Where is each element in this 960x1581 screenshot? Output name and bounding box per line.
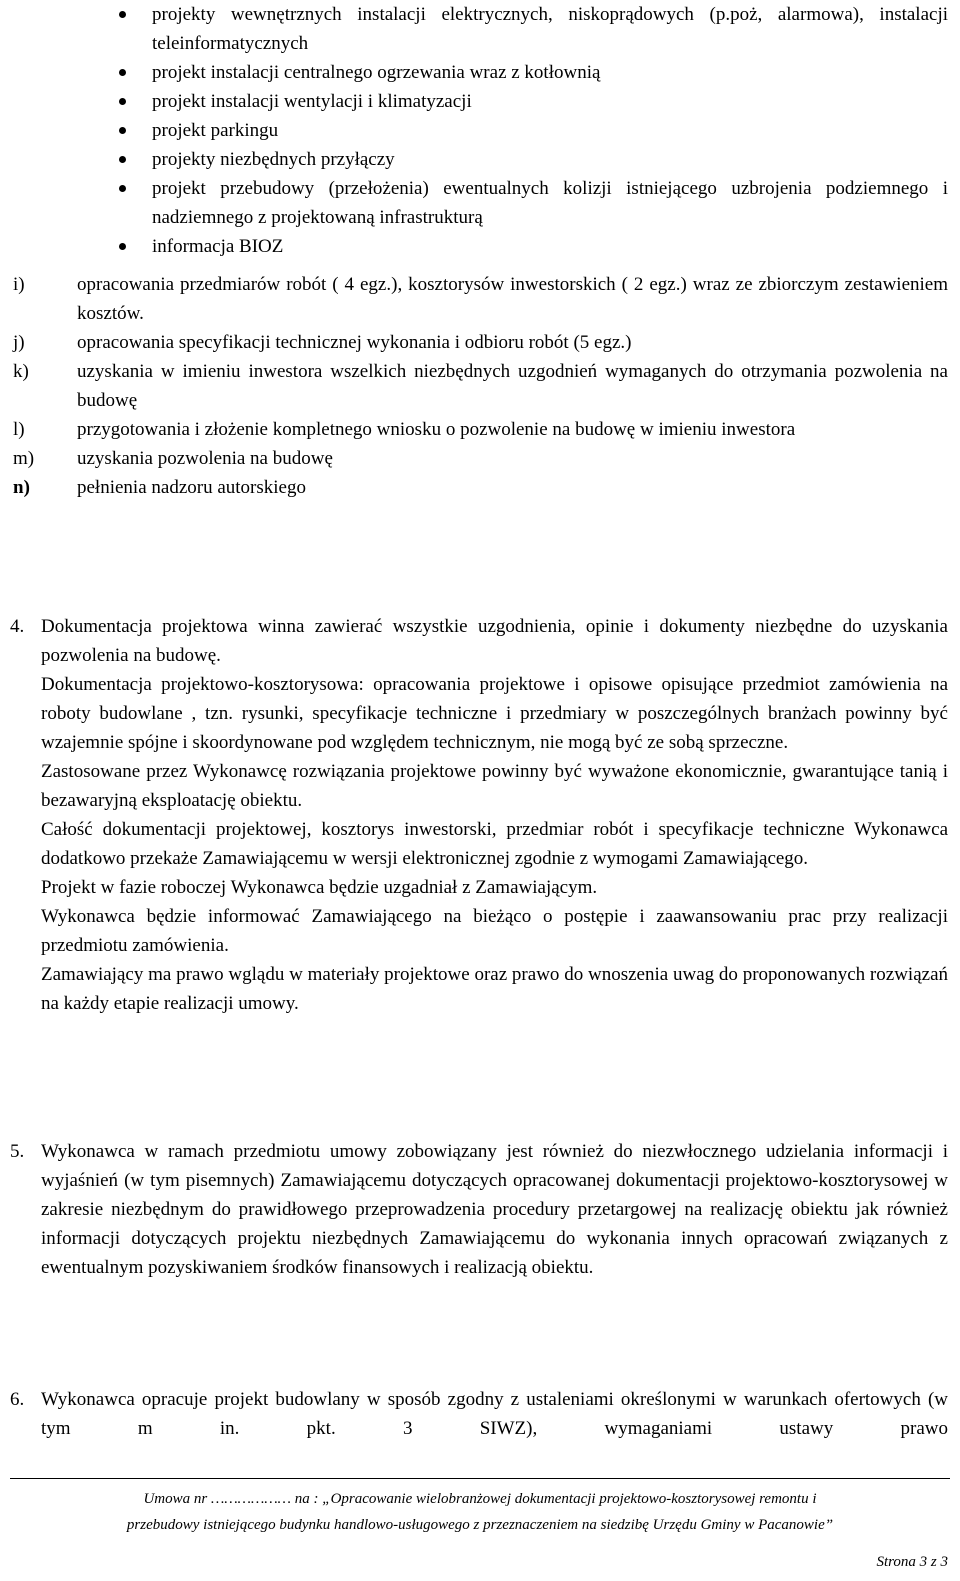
bullet-item: projekty wewnętrznych instalacji elektrycznych, niskoprądowych (p.poż, alarmowa), instalacji teleinformatycznych — [152, 0, 948, 58]
item-text: opracowania przedmiarów robót ( 4 egz.), kosztorysów inwestorskich ( 2 egz.) wraz ze zbiorczym zestawieniem kosztów. — [77, 274, 948, 324]
page-number: Strona 3 z 3 — [876, 1554, 948, 1570]
lettered-item — [13, 328, 948, 357]
lettered-item — [13, 444, 948, 473]
item-text: przygotowania i złożenie kompletnego wniosku o pozwolenie na budowę w imieniu inwestora — [77, 419, 796, 440]
paragraph: Wykonawca będzie informować Zamawiającego na bieżąco o postępie i zaawansowaniu prac przy realizacji przedmiotu zamówienia. — [41, 906, 948, 956]
item-label: i) — [13, 274, 25, 295]
bullet-item: informacja BIOZ — [152, 232, 948, 261]
bullet-item: projekt instalacji centralnego ogrzewania wraz z kotłownią — [152, 58, 948, 87]
paragraph: Dokumentacja projektowo-kosztorysowa: opracowania projektowe i opisowe opisujące przedmiot zamówienia na roboty budowlane , tzn. rysunki, specyfikacje techniczne i przedmiary w poszczególnych branżach powinny być wzajemnie spójne i skoordynowane pod względem technicznym, nie mogą być ze sobą sprzeczne. — [41, 674, 948, 753]
item-text: uzyskania w imieniu inwestora wszelkich niezbędnych uzgodnień wymaganych do otrzymania pozwolenia na budowę — [77, 361, 948, 411]
item-text: uzyskania pozwolenia na budowę — [77, 448, 333, 469]
paragraph: Projekt w fazie roboczej Wykonawca będzie uzgadniał z Zamawiającym. — [41, 877, 598, 898]
item-label: n) — [13, 477, 30, 498]
paragraph: Zastosowane przez Wykonawcę rozwiązania projektowe powinny być wyważone ekonomicznie, gwarantujące tanią i bezawaryjną eksploatację obiektu. — [41, 761, 948, 811]
item-text: pełnienia nadzoru autorskiego — [77, 477, 306, 498]
paragraph: Zamawiający ma prawo wglądu w materiały projektowe oraz prawo do wnoszenia uwag do proponowanych rozwiązań na każdy etapie realizacji umowy. — [41, 964, 948, 1014]
item-text: opracowania specyfikacji technicznej wykonania i odbioru robót (5 egz.) — [77, 332, 632, 353]
paragraph: Wykonawca w ramach przedmiotu umowy zobowiązany jest również do niezwłocznego udzielania informacji i wyjaśnień (w tym pisemnych) Zamawiającemu dotyczących opracowanej dokumentacji projektowo-kosztorysowej w zakresie niezbędnym do prawidłowego przeprowadzenia procedury przetargowej na realizację obiektu jak również informacji dotyczących projektu niezbędnych Zamawiającemu do wykonania innych opracowań związanych z ewentualnym pozyskiwaniem środków finansowych i realizacją obiektu. — [41, 1141, 948, 1278]
section-number: 6. — [10, 1389, 25, 1410]
item-label: l) — [13, 419, 25, 440]
lettered-item — [13, 473, 948, 502]
lettered-item — [13, 357, 948, 415]
footer-line: Umowa nr ……………… na : „Opracowanie wielobranżowej dokumentacji projektowo-kosztorysowej remontu i — [143, 1491, 817, 1507]
bullet-item: projekt parkingu — [152, 116, 948, 145]
item-label: k) — [13, 361, 29, 382]
section-6 — [0, 1385, 960, 1443]
section-number: 4. — [10, 616, 25, 637]
section-number: 5. — [10, 1141, 25, 1162]
paragraph: Całość dokumentacji projektowej, kosztorys inwestorski, przedmiar robót i specyfikacje techniczne Wykonawca dodatkowo przekaże Zamawiającemu w wersji elektronicznej zgodnie z wymogami Zamawiającego. — [41, 819, 948, 869]
bullet-item: projekty niezbędnych przyłączy — [152, 145, 948, 174]
lettered-item — [13, 415, 948, 444]
bullet-list — [0, 0, 960, 261]
paragraph: Dokumentacja projektowa winna zawierać wszystkie uzgodnienia, opinie i dokumenty niezbędne do uzyskania pozwolenia na budowę. — [41, 616, 948, 666]
footer-line: przebudowy istniejącego budynku handlowo-usługowego z przeznaczeniem na siedzibę Urzędu Gminy w Pacanowie” — [126, 1517, 834, 1533]
section-body — [41, 612, 948, 1018]
lettered-item — [13, 270, 948, 328]
section-5 — [0, 1137, 960, 1282]
item-label: m) — [13, 448, 35, 469]
section-body — [41, 1137, 948, 1282]
paragraph: Wykonawca opracuje projekt budowlany w sposób zgodny z ustaleniami określonymi w warunkach ofertowych (w tym m in. pkt. 3 SIWZ), wymaganiami ustawy prawo — [41, 1389, 948, 1439]
bullet-item: projekt przebudowy (przełożenia) ewentualnych kolizji istniejącego uzbrojenia podziemnego i nadziemnego z projektowaną infrastrukturą — [152, 174, 948, 232]
lettered-list — [0, 270, 960, 502]
section-body — [41, 1385, 948, 1443]
page-footer — [10, 1486, 950, 1538]
bullet-item: projekt instalacji wentylacji i klimatyzacji — [152, 87, 948, 116]
section-4 — [0, 612, 960, 1018]
item-label: j) — [13, 332, 25, 353]
footer-divider — [10, 1478, 950, 1479]
